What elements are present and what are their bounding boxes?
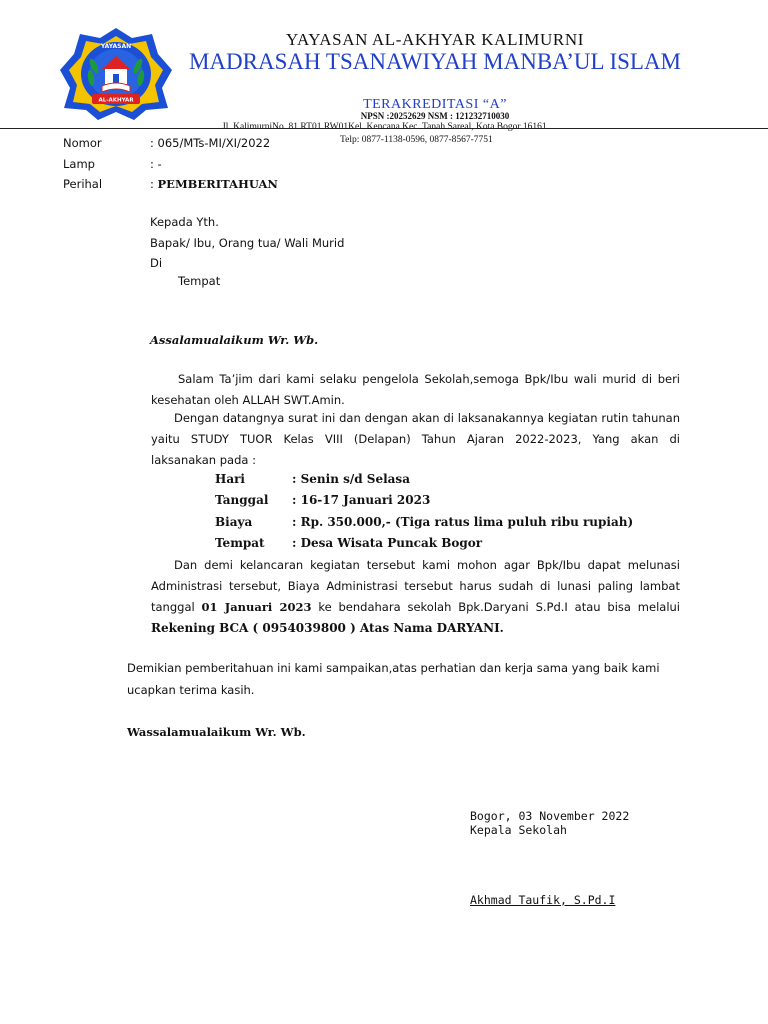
lamp-value: : - bbox=[150, 157, 162, 171]
perihal-colon: : bbox=[150, 177, 158, 191]
logo-text-top: YAYASAN bbox=[100, 43, 132, 50]
accreditation: TERAKREDITASI “A” bbox=[363, 97, 507, 112]
npsn-nsm: NPSN :20252629 NSM : 121232710030 bbox=[360, 111, 510, 121]
paragraph-2 bbox=[151, 408, 680, 471]
paragraph-1-line-1: Salam Ta’jim dari kami selaku pengelola Sekolah,semoga Bpk/Ibu wali murid di beri bbox=[178, 372, 680, 386]
paragraph-2-line-3: laksanakan pada : bbox=[151, 453, 256, 467]
detail-label: Tempat bbox=[215, 536, 265, 550]
logo-text-bottom: AL-AKHYAR bbox=[98, 97, 134, 104]
signature-title: Kepala Sekolah bbox=[470, 823, 567, 837]
perihal-value: PEMBERITAHUAN bbox=[157, 177, 278, 191]
school-address: Jl. KalimurniNo. 81 RT01 RW01Kel. Kencana Kec. Tanah Sareal, Kota Bogor 16161 bbox=[222, 122, 547, 132]
foundation-name: YAYASAN AL-AKHYAR KALIMURNI bbox=[286, 30, 584, 49]
letterhead-divider bbox=[0, 128, 768, 129]
perihal-label: Perihal bbox=[63, 177, 103, 191]
detail-label: Tanggal bbox=[215, 493, 269, 507]
paragraph-3-line-3 bbox=[151, 597, 680, 618]
paragraph-1 bbox=[151, 369, 680, 411]
signature-place-date: Bogor, 03 November 2022 bbox=[470, 809, 630, 823]
perihal bbox=[150, 177, 278, 191]
farewell: Wassalamualaikum Wr. Wb. bbox=[127, 725, 306, 739]
detail-label: Biaya bbox=[215, 515, 253, 529]
detail-value: : 16-17 Januari 2023 bbox=[292, 493, 431, 507]
recipient-line-3: Di bbox=[150, 256, 163, 270]
nomor-value: : 065/MTs-MI/XI/2022 bbox=[150, 136, 271, 150]
detail-value: : Rp. 350.000,- (Tiga ratus lima puluh ribu rupiah) bbox=[292, 515, 634, 529]
bank-account: Rekening BCA ( 0954039800 ) Atas Nama DARYANI. bbox=[151, 621, 504, 635]
lamp-label: Lamp bbox=[63, 157, 95, 171]
school-logo bbox=[58, 26, 174, 122]
paragraph-3-line-1: Dan demi kelancaran kegiatan tersebut kami mohon agar Bpk/Ibu dapat melunasi bbox=[174, 558, 680, 572]
recipient-line-2: Bapak/ Ibu, Orang tua/ Wali Murid bbox=[150, 236, 345, 250]
recipient-line-1: Kepada Yth. bbox=[150, 215, 219, 229]
signature-name: Akhmad Taufik, S.Pd.I bbox=[470, 893, 616, 907]
paragraph-2-line-2: yaitu STUDY TUOR Kelas VIII (Delapan) Tahun Ajaran 2022-2023, Yang akan di bbox=[151, 432, 680, 446]
nomor-label: Nomor bbox=[63, 136, 102, 150]
school-phone: Telp: 0877-1138-0596, 0877-8567-7751 bbox=[340, 135, 493, 145]
closing-line-2: ucapkan terima kasih. bbox=[127, 683, 255, 697]
deadline-prefix: tanggal bbox=[151, 600, 202, 614]
deadline-suffix: ke bendahara sekolah Bpk.Daryani S.Pd.I atau bisa melalui bbox=[311, 600, 680, 614]
closing-line-1: Demikian pemberitahuan ini kami sampaikan,atas perhatian dan kerja sama yang baik kami bbox=[127, 661, 660, 675]
detail-value: : Desa Wisata Puncak Bogor bbox=[292, 536, 483, 550]
recipient-line-4: Tempat bbox=[178, 274, 221, 288]
detail-value: : Senin s/d Selasa bbox=[292, 472, 410, 486]
paragraph-1-line-2: kesehatan oleh ALLAH SWT.Amin. bbox=[151, 393, 345, 407]
paragraph-3-line-2: Administrasi tersebut, Biaya Administrasi tersebut harus sudah di lunasi paling lambat bbox=[151, 579, 680, 593]
deadline-date: 01 Januari 2023 bbox=[201, 600, 312, 614]
paragraph-2-line-1: Dengan datangnya surat ini dan dengan akan di laksanakannya kegiatan rutin tahunan bbox=[174, 411, 680, 425]
school-name: MADRASAH TSANAWIYAH MANBA’UL ISLAM bbox=[188, 49, 682, 74]
greeting: Assalamualaikum Wr. Wb. bbox=[150, 333, 319, 347]
detail-label: Hari bbox=[215, 472, 245, 486]
paragraph-3 bbox=[151, 555, 680, 639]
